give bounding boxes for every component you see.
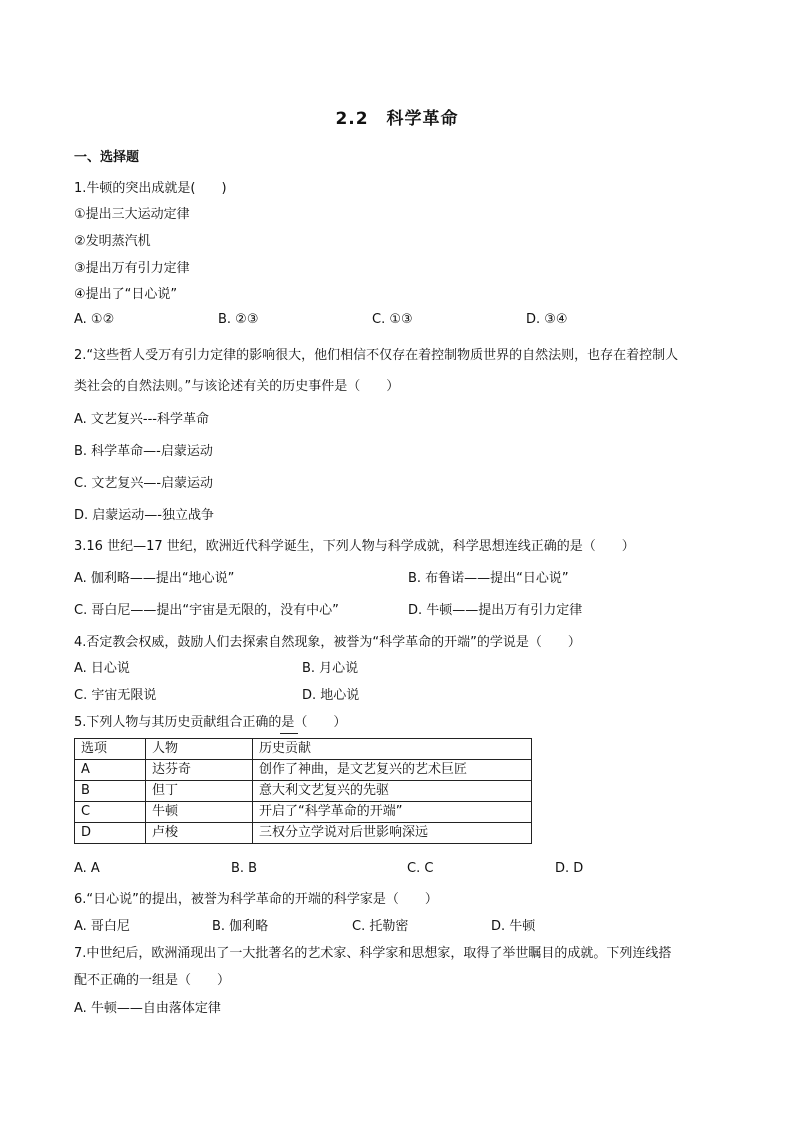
q1-item: ②发明蒸汽机	[74, 234, 151, 249]
table-cell: A	[75, 760, 146, 781]
q2-option-b: B. 科学革命—-启蒙运动	[74, 444, 213, 459]
table-cell: 创作了神曲，是文艺复兴的艺术巨匠	[253, 760, 532, 781]
table-row	[75, 823, 532, 844]
table-row	[75, 802, 532, 823]
q2-stem-line1: 2.“这些哲人受万有引力定律的影响很大，他们相信不仅存在着控制物质世界的自然法则，也存在着控制人	[74, 348, 679, 363]
q1-item: ④提出了“日心说”	[74, 287, 178, 302]
history-table	[74, 738, 532, 844]
table-cell: 卢梭	[146, 823, 253, 844]
q4-option-d: D. 地心说	[302, 688, 360, 703]
q3-option-b: B. 布鲁诺——提出“日心说”	[408, 571, 569, 586]
table-cell: 牛顿	[146, 802, 253, 823]
q7-stem-line1: 7.中世纪后，欧洲涌现出了一大批著名的艺术家、科学家和思想家，取得了举世瞩目的成就。下列连线搭	[74, 946, 672, 961]
table-header-cell: 选项	[75, 739, 146, 760]
table-header-cell: 人物	[146, 739, 253, 760]
q1-item: ③提出万有引力定律	[74, 261, 190, 276]
divider	[280, 733, 298, 734]
table-cell: 达芬奇	[146, 760, 253, 781]
section-heading: 一、选择题	[74, 150, 140, 165]
q7-stem-line2: 配不正确的一组是（ ）	[74, 973, 231, 988]
q4-option-a: A. 日心说	[74, 661, 130, 676]
q5-option-c: C. C	[407, 861, 434, 876]
table-cell: C	[75, 802, 146, 823]
q2-option-c: C. 文艺复兴—-启蒙运动	[74, 476, 214, 491]
table-cell: D	[75, 823, 146, 844]
q6-option-d: D. 牛顿	[491, 919, 536, 934]
q4-stem: 4.否定教会权威，鼓励人们去探索自然现象，被誉为“科学革命的开端”的学说是（ ）	[74, 635, 581, 650]
q1-item: ①提出三大运动定律	[74, 207, 190, 222]
table-cell: 但丁	[146, 781, 253, 802]
q2-option-a: A. 文艺复兴---科学革命	[74, 412, 210, 427]
q4-option-c: C. 宇宙无限说	[74, 688, 157, 703]
table-cell: 开启了“科学革命的开端”	[253, 802, 532, 823]
q1-stem: 1.牛顿的突出成就是( )	[74, 181, 227, 196]
q3-option-a: A. 伽利略——提出“地心说”	[74, 571, 235, 586]
table-cell: 意大利文艺复兴的先驱	[253, 781, 532, 802]
q2-stem-line2: 类社会的自然法则。”与该论述有关的历史事件是（ ）	[74, 379, 400, 394]
table-cell: 三权分立学说对后世影响深远	[253, 823, 532, 844]
q3-option-c: C. 哥白尼——提出“宇宙是无限的，没有中心”	[74, 603, 339, 618]
q5-option-a: A. A	[74, 861, 100, 876]
table-row	[75, 760, 532, 781]
table-header-cell: 历史贡献	[253, 739, 532, 760]
table-row	[75, 781, 532, 802]
q5-stem: 5.下列人物与其历史贡献组合正确的是（ ）	[74, 715, 347, 730]
q2-option-d: D. 启蒙运动—-独立战争	[74, 508, 214, 523]
table-header-row	[75, 739, 532, 760]
q6-stem: 6.“日心说”的提出，被誉为科学革命的开端的科学家是（ ）	[74, 892, 438, 907]
q6-option-a: A. 哥白尼	[74, 919, 130, 934]
q5-option-b: B. B	[231, 861, 258, 876]
q1-option-b: B. ②③	[218, 312, 259, 327]
q7-option-a: A. 牛顿——自由落体定律	[74, 1001, 221, 1016]
q5-option-d: D. D	[555, 861, 584, 876]
table-cell: B	[75, 781, 146, 802]
q4-option-b: B. 月心说	[302, 661, 359, 676]
page-title: 2.2 科学革命	[335, 109, 459, 129]
q1-option-d: D. ③④	[526, 312, 568, 327]
q1-option-c: C. ①③	[372, 312, 413, 327]
q6-option-b: B. 伽利略	[212, 919, 269, 934]
q3-option-d: D. 牛顿——提出万有引力定律	[408, 603, 583, 618]
q1-option-a: A. ①②	[74, 312, 115, 327]
q3-stem: 3.16 世纪—17 世纪，欧洲近代科学诞生，下列人物与科学成就，科学思想连线正确的是（ ）	[74, 539, 635, 554]
q6-option-c: C. 托勒密	[352, 919, 409, 934]
